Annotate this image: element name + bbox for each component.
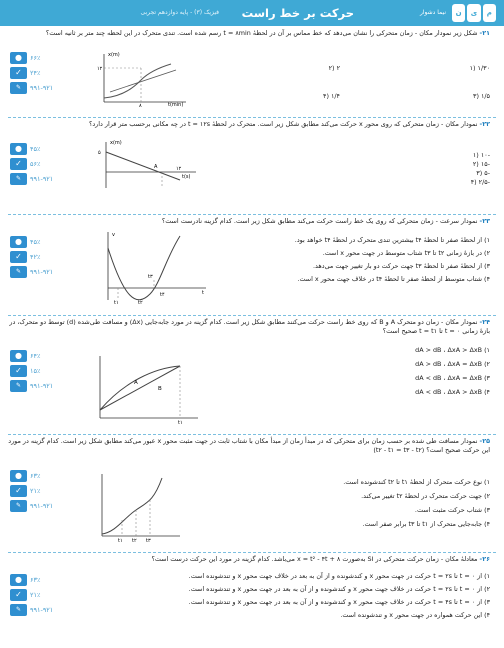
group-icon: ●	[10, 470, 27, 482]
question-24	[8, 318, 490, 335]
tick-label: t۱	[118, 538, 123, 542]
stat-percent: ۴۲٪	[30, 252, 41, 261]
stat-percent: ۲۴٪	[30, 68, 41, 77]
stat-code: ۹۹۱-۹۲۱	[30, 174, 54, 183]
stat-percent: ۶۳٪	[30, 471, 41, 480]
option-2[interactable]: dA > dB ، ΔxA = ΔxB (۲	[415, 360, 490, 368]
pencil-icon: ✎	[10, 173, 27, 185]
option-1[interactable]: ۱) از t = ۰ تا t = ۲s حرکت در جهت محور x و کندشونده و از آن به بعد در خلاف جهت محور x و تندشونده است.	[188, 572, 490, 580]
option-1[interactable]: -۱۰ (۱	[472, 151, 490, 159]
stat-code: ۹۹۱-۹۲۱	[30, 83, 54, 92]
stats-panel-22	[10, 143, 66, 188]
pencil-icon: ✎	[10, 380, 27, 392]
question-number: ۲۶-	[479, 555, 490, 563]
brand-logo: ن ی م	[452, 4, 496, 22]
check-icon: ✓	[10, 251, 27, 263]
pencil-icon: ✎	[10, 604, 27, 616]
stat-percent: ۵۶٪	[30, 159, 41, 168]
question-number: ۲۲-	[479, 120, 490, 128]
tick-label: t۲	[138, 300, 143, 304]
stat-percent: ۲۱٪	[30, 590, 41, 599]
divider	[8, 315, 496, 316]
options-21	[270, 60, 490, 108]
check-icon: ✓	[10, 485, 27, 497]
option-3[interactable]: ۳) شتاب حرکت مثبت است.	[414, 506, 490, 514]
option-2[interactable]: ۲ (۲	[328, 64, 340, 72]
divider	[8, 117, 496, 118]
line-label-b: B	[158, 386, 162, 392]
question-text: نمودار مسافت طی شده بر حسب زمان برای متحرکی که در مبدأ زمان از مبدأ مکان با شتاب ثابت در جهت مثبت محور x عبور می‌کند مطابق شکل زیر است. کدام گزینه در مورد این حرکت صحیح است؟ (t۲ - t۱ = t۳ - t۲)	[8, 437, 490, 454]
option-2[interactable]: ۲) جهت حرکت متحرک در لحظهٔ t۲ تغییر می‌کند.	[361, 492, 490, 500]
tick-label: t۱	[114, 300, 119, 304]
tick-label: t۱	[178, 420, 183, 424]
tick-label: t۲	[132, 538, 137, 542]
axis-label-x: t(min)	[168, 102, 184, 108]
stat-percent: ۶۳٪	[30, 575, 41, 584]
question-23	[8, 217, 490, 226]
tick-label: t۴	[160, 292, 165, 298]
stats-panel-24	[10, 350, 66, 395]
divider	[8, 214, 496, 215]
option-4[interactable]: ۱/۴ (۴	[323, 92, 340, 100]
stat-code: ۹۹۱-۹۲۱	[30, 381, 54, 390]
page-header	[0, 0, 504, 26]
stat-percent: ۲۱٪	[30, 486, 41, 495]
question-21	[8, 29, 490, 38]
question-number: ۲۳-	[479, 217, 490, 225]
question-22	[8, 120, 490, 129]
option-2[interactable]: ۲) در بازهٔ زمانی t۲ تا t۳ شتاب متوسط در جهت محور x است.	[322, 249, 490, 257]
subject-label: فیزیک (۳) - پایه دوازدهم تجربی	[140, 9, 219, 16]
pencil-icon: ✎	[10, 500, 27, 512]
position-time-graph-24	[94, 352, 204, 424]
options-22	[370, 142, 490, 192]
stat-code: ۹۹۱-۹۲۱	[30, 605, 54, 614]
question-text: معادلهٔ مکان - زمان حرکت متحرکی در SI به‌صورت x = t² - ۴t + ۸ می‌باشد. کدام گزینه در مورد این حرکت درست است؟	[151, 555, 478, 563]
options-24	[350, 344, 490, 414]
axis-label-y: x(m)	[110, 140, 122, 146]
stats-panel-26	[10, 574, 66, 619]
question-number: ۲۵-	[479, 437, 490, 445]
stats-panel-21	[10, 52, 66, 97]
option-2[interactable]: ۲) از t = ۰ تا t = ۲s حرکت در خلاف جهت محور x و کندشونده و از آن به بعد در جهت محور x و تندشونده است.	[188, 585, 490, 593]
axis-label-y: x(m)	[108, 52, 120, 58]
stat-percent: ۴۵٪	[30, 144, 41, 153]
tick-label: ۱۲	[97, 66, 103, 72]
position-time-graph-22	[96, 138, 206, 192]
question-26	[8, 555, 490, 564]
stat-percent: ۶۴٪	[30, 351, 41, 360]
distance-time-graph-25	[96, 470, 186, 542]
option-1[interactable]: ۱/۳۰ (۱	[469, 64, 490, 72]
brand-name: نیما دشوار	[419, 9, 446, 16]
option-3[interactable]: dA < dB ، ΔxA = ΔxB (۳	[415, 374, 490, 382]
check-icon: ✓	[10, 589, 27, 601]
group-icon: ●	[10, 350, 27, 362]
question-text: نمودار مکان - زمان متحرکی که روی محور x حرکت می‌کند مطابق شکل زیر است. متحرک در لحظهٔ t = ۱۲s در چه مکانی برحسب متر قرار دارد؟	[88, 120, 478, 128]
check-icon: ✓	[10, 365, 27, 377]
stat-code: ۹۹۱-۹۲۱	[30, 267, 54, 276]
option-4[interactable]: ۴) شتاب متوسط از لحظهٔ صفر تا لحظهٔ t۴ در خلاف جهت محور x است.	[297, 275, 490, 283]
group-icon: ●	[10, 236, 27, 248]
stat-percent: ۱۵٪	[30, 366, 41, 375]
stat-percent: ۴۵٪	[30, 237, 41, 246]
axis-label-x: t	[202, 290, 204, 296]
stats-panel-25	[10, 470, 66, 515]
stats-panel-23	[10, 236, 66, 281]
option-1[interactable]: ۱) نوع حرکت متحرک از لحظهٔ t۱ تا t۲ کندشونده است.	[343, 478, 490, 486]
stat-percent: ۶۶٪	[30, 53, 41, 62]
tick-label: t۳	[148, 274, 153, 280]
option-3[interactable]: ۱/۵ (۳	[473, 92, 490, 100]
options-26	[120, 570, 490, 640]
question-number: ۲۴-	[479, 318, 490, 326]
tick-label: ۸	[139, 103, 142, 108]
option-4[interactable]: -۲/۵ (۴	[470, 178, 490, 186]
position-time-graph-21	[96, 50, 196, 108]
line-label-a: A	[134, 380, 138, 386]
pencil-icon: ✎	[10, 266, 27, 278]
axis-label-y: v	[112, 232, 115, 238]
check-icon: ✓	[10, 67, 27, 79]
axis-label-x: t(s)	[182, 174, 191, 180]
question-text: شکل زیر نمودار مکان - زمان متحرکی را نشان می‌دهد که خط مماس بر آن در لحظهٔ t = ۸min رسم شده است. تندی متحرک در این لحظه چند متر بر ثانیه است؟	[45, 29, 478, 37]
question-text: نمودار سرعت - زمان متحرکی که روی یک خط راست حرکت می‌کند مطابق شکل زیر است. کدام گزینه نادرست است؟	[161, 217, 478, 225]
option-4[interactable]: ۴) این حرکت همواره در جهت محور x و تندشونده است.	[340, 611, 490, 619]
tick-label: ۱۲	[176, 166, 182, 172]
option-3[interactable]: -۵ (۳	[476, 169, 490, 177]
divider	[8, 434, 496, 435]
group-icon: ●	[10, 143, 27, 155]
page-title: حرکت بر خط راست	[241, 6, 354, 20]
tick-label: t۳	[146, 538, 151, 542]
options-25	[260, 476, 490, 546]
option-3[interactable]: ۳) از t = ۰ تا t = ۴s حرکت در خلاف جهت محور x و کندشونده و از آن به بعد در جهت محور x و تندشونده است.	[188, 598, 490, 606]
option-4[interactable]: dA < dB ، ΔxA > ΔxB (۴	[415, 388, 490, 396]
option-1[interactable]: ۱) از لحظهٔ صفر تا لحظهٔ t۴ بیشترین تندی متحرک در لحظهٔ t۴ خواهد بود.	[294, 236, 490, 244]
group-icon: ●	[10, 52, 27, 64]
velocity-time-graph-23	[94, 228, 214, 304]
question-text: نمودار مکان - زمان دو متحرک A و B که روی خط راست حرکت می‌کنند مطابق شکل زیر است. کدام گزینه در مورد جابه‌جایی (Δx) و مسافت طی‌شده (d) توسط دو متحرک، در بازهٔ زمانی t = ۰ تا t = t۱ صحیح است؟	[9, 318, 490, 335]
stat-code: ۹۹۱-۹۲۱	[30, 501, 54, 510]
option-3[interactable]: ۳) از لحظهٔ صفر تا لحظهٔ t۳ جهت حرکت دو بار تغییر جهت می‌دهد.	[312, 262, 490, 270]
check-icon: ✓	[10, 158, 27, 170]
option-2[interactable]: -۱۵ (۲	[472, 160, 490, 168]
divider	[8, 552, 496, 553]
point-label: A	[154, 164, 158, 170]
pencil-icon: ✎	[10, 82, 27, 94]
tick-label: ۵	[98, 150, 101, 156]
question-25	[8, 437, 490, 454]
option-4[interactable]: ۴) جابه‌جایی متحرک از t۱ تا t۳ برابر صفر است.	[362, 520, 490, 528]
option-1[interactable]: dA > dB ، ΔxA > ΔxB (۱	[415, 346, 490, 354]
group-icon: ●	[10, 574, 27, 586]
question-number: ۲۱-	[479, 29, 490, 37]
options-23	[220, 234, 490, 304]
